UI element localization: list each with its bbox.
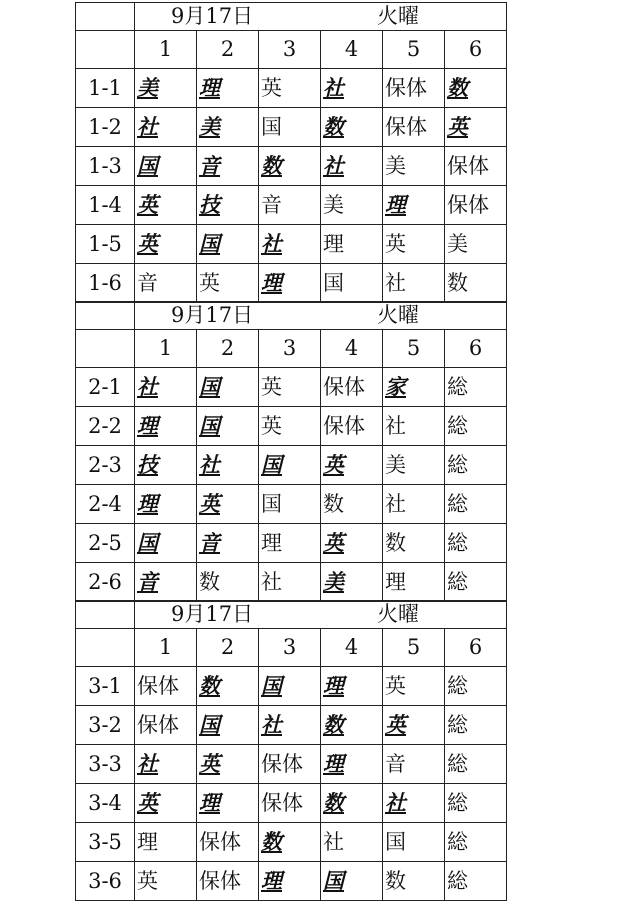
subject-cell <box>321 667 383 706</box>
subject: 国 <box>385 829 406 854</box>
class-label: 3-1 <box>76 667 135 706</box>
subject-cell <box>197 745 259 784</box>
subject-cell <box>259 186 321 225</box>
class-row <box>76 823 507 862</box>
corner-cell <box>76 302 135 330</box>
subject-changed: 理 <box>323 751 344 776</box>
subject: 総 <box>447 868 468 893</box>
subject-cell <box>197 147 259 186</box>
subject-cell <box>321 823 383 862</box>
period-number: 5 <box>383 330 445 368</box>
class-row <box>76 784 507 823</box>
period-header-row <box>76 31 507 69</box>
class-label: 1-1 <box>76 69 135 108</box>
class-label: 1-4 <box>76 186 135 225</box>
subject-cell <box>135 186 197 225</box>
period-number: 6 <box>445 629 507 667</box>
subject-cell <box>445 147 507 186</box>
subject-changed: 数 <box>261 153 282 178</box>
period-header-row <box>76 330 507 368</box>
date-text: 9月17日 <box>171 4 254 28</box>
subject-cell <box>259 667 321 706</box>
class-label: 1-3 <box>76 147 135 186</box>
subject-cell <box>383 225 445 264</box>
class-row <box>76 147 507 186</box>
date-cell <box>135 601 507 629</box>
corner-cell <box>76 601 135 629</box>
subject-cell <box>383 108 445 147</box>
subject-cell <box>135 862 197 901</box>
subject-cell <box>135 745 197 784</box>
subject: 保体 <box>385 114 427 139</box>
subject-cell <box>135 667 197 706</box>
subject: 英 <box>385 673 406 698</box>
subject-cell <box>445 862 507 901</box>
subject-cell <box>321 186 383 225</box>
subject-cell <box>259 485 321 524</box>
period-number: 3 <box>259 31 321 69</box>
subject: 国 <box>261 491 282 516</box>
subject-cell <box>259 108 321 147</box>
subject: 社 <box>323 829 344 854</box>
subject-cell <box>445 368 507 407</box>
subject-changed: 社 <box>323 153 344 178</box>
period-number: 1 <box>135 31 197 69</box>
subject-cell <box>197 823 259 862</box>
class-row <box>76 524 507 563</box>
corner-cell <box>76 629 135 667</box>
subject-cell <box>259 563 321 602</box>
subject-cell <box>135 69 197 108</box>
subject-changed: 英 <box>323 452 344 477</box>
subject-cell <box>135 485 197 524</box>
subject: 保体 <box>137 712 179 737</box>
subject-cell <box>259 264 321 303</box>
subject: 総 <box>447 712 468 737</box>
subject-cell <box>321 485 383 524</box>
subject: 保体 <box>447 153 489 178</box>
subject: 音 <box>385 751 406 776</box>
subject: 英 <box>385 231 406 256</box>
subject-cell <box>197 108 259 147</box>
subject: 総 <box>447 751 468 776</box>
class-row <box>76 485 507 524</box>
subject-changed: 英 <box>199 751 220 776</box>
subject-cell <box>259 823 321 862</box>
subject: 保体 <box>137 673 179 698</box>
timetable-grade-1 <box>75 2 507 303</box>
subject: 美 <box>447 231 468 256</box>
class-label: 2-3 <box>76 446 135 485</box>
date-cell <box>135 302 507 330</box>
subject-cell <box>445 485 507 524</box>
date-text: 9月17日 <box>171 303 254 327</box>
subject-changed: 理 <box>323 673 344 698</box>
subject: 美 <box>323 192 344 217</box>
class-label: 3-6 <box>76 862 135 901</box>
subject: 総 <box>447 829 468 854</box>
subject-cell <box>135 368 197 407</box>
class-row <box>76 745 507 784</box>
subject-cell <box>383 745 445 784</box>
class-row <box>76 563 507 602</box>
period-number: 4 <box>321 31 383 69</box>
corner-cell <box>76 330 135 368</box>
subject-cell <box>321 745 383 784</box>
class-row <box>76 862 507 901</box>
subject-cell <box>259 784 321 823</box>
subject-cell <box>383 264 445 303</box>
subject-cell <box>383 524 445 563</box>
subject-changed: 国 <box>199 374 220 399</box>
subject-cell <box>135 524 197 563</box>
weekday-text: 火曜 <box>377 303 419 327</box>
subject-changed: 国 <box>261 673 282 698</box>
subject-changed: 家 <box>385 374 406 399</box>
subject: 保体 <box>199 829 241 854</box>
subject: 総 <box>447 673 468 698</box>
timetable-grade-3 <box>75 600 507 901</box>
subject-cell <box>445 784 507 823</box>
subject-changed: 国 <box>137 530 158 555</box>
subject-changed: 理 <box>199 790 220 815</box>
period-number: 5 <box>383 629 445 667</box>
subject-cell <box>197 563 259 602</box>
subject-changed: 英 <box>137 192 158 217</box>
subject-cell <box>383 706 445 745</box>
subject-cell <box>135 147 197 186</box>
subject: 国 <box>323 270 344 295</box>
class-label: 2-6 <box>76 563 135 602</box>
class-row <box>76 368 507 407</box>
subject-changed: 社 <box>385 790 406 815</box>
subject-cell <box>445 524 507 563</box>
subject-cell <box>383 563 445 602</box>
class-row <box>76 264 507 303</box>
subject: 総 <box>447 413 468 438</box>
subject-cell <box>135 108 197 147</box>
subject-changed: 社 <box>323 75 344 100</box>
subject-cell <box>321 862 383 901</box>
class-row <box>76 706 507 745</box>
subject-changed: 英 <box>137 790 158 815</box>
subject-cell <box>197 186 259 225</box>
subject-cell <box>135 264 197 303</box>
class-label: 3-5 <box>76 823 135 862</box>
class-label: 3-2 <box>76 706 135 745</box>
subject-cell <box>383 823 445 862</box>
subject: 音 <box>261 192 282 217</box>
subject-changed: 技 <box>199 192 220 217</box>
period-number: 6 <box>445 330 507 368</box>
subject-cell <box>321 264 383 303</box>
weekday-text: 火曜 <box>377 602 419 626</box>
subject-changed: 社 <box>261 231 282 256</box>
subject-cell <box>259 225 321 264</box>
subject-cell <box>321 524 383 563</box>
subject-changed: 英 <box>323 530 344 555</box>
subject-changed: 国 <box>199 413 220 438</box>
subject-cell <box>197 862 259 901</box>
subject-cell <box>383 784 445 823</box>
period-number: 5 <box>383 31 445 69</box>
subject: 保体 <box>261 790 303 815</box>
period-number: 2 <box>197 330 259 368</box>
subject-cell <box>135 407 197 446</box>
subject-cell <box>135 225 197 264</box>
subject-cell <box>445 745 507 784</box>
subject: 総 <box>447 530 468 555</box>
subject-changed: 理 <box>261 868 282 893</box>
subject-changed: 美 <box>137 75 158 100</box>
subject-changed: 国 <box>323 868 344 893</box>
class-row <box>76 446 507 485</box>
date-header-row <box>76 601 507 629</box>
subject-cell <box>383 407 445 446</box>
subject: 保体 <box>323 374 365 399</box>
subject: 理 <box>385 569 406 594</box>
corner-cell <box>76 31 135 69</box>
subject-cell <box>197 368 259 407</box>
subject-cell <box>445 264 507 303</box>
subject: 保体 <box>199 868 241 893</box>
subject: 数 <box>385 530 406 555</box>
subject-cell <box>445 69 507 108</box>
subject: 英 <box>199 270 220 295</box>
subject-cell <box>259 745 321 784</box>
period-header-row <box>76 629 507 667</box>
date-header-row <box>76 302 507 330</box>
subject-cell <box>321 706 383 745</box>
subject-cell <box>321 407 383 446</box>
class-label: 2-2 <box>76 407 135 446</box>
subject-cell <box>259 446 321 485</box>
subject-cell <box>197 264 259 303</box>
subject-changed: 数 <box>323 790 344 815</box>
subject-cell <box>135 563 197 602</box>
class-label: 2-4 <box>76 485 135 524</box>
class-label: 1-2 <box>76 108 135 147</box>
subject-cell <box>321 225 383 264</box>
class-row <box>76 225 507 264</box>
subject-cell <box>321 784 383 823</box>
subject: 英 <box>261 374 282 399</box>
period-number: 3 <box>259 330 321 368</box>
subject-changed: 数 <box>447 75 468 100</box>
subject-changed: 理 <box>261 270 282 295</box>
date-text: 9月17日 <box>171 602 254 626</box>
subject-changed: 英 <box>137 231 158 256</box>
subject-cell <box>259 368 321 407</box>
subject-changed: 数 <box>199 673 220 698</box>
subject: 美 <box>385 153 406 178</box>
subject-cell <box>321 563 383 602</box>
subject-cell <box>321 69 383 108</box>
subject-changed: 社 <box>261 712 282 737</box>
subject: 総 <box>447 491 468 516</box>
period-number: 1 <box>135 629 197 667</box>
subject: 数 <box>447 270 468 295</box>
subject-changed: 音 <box>137 569 158 594</box>
class-row <box>76 186 507 225</box>
subject: 保体 <box>323 413 365 438</box>
subject-changed: 音 <box>199 530 220 555</box>
subject-cell <box>383 667 445 706</box>
subject: 数 <box>199 569 220 594</box>
period-number: 2 <box>197 629 259 667</box>
subject-cell <box>197 446 259 485</box>
class-row <box>76 69 507 108</box>
subject-changed: 理 <box>137 413 158 438</box>
subject-cell <box>445 108 507 147</box>
subject-cell <box>321 368 383 407</box>
subject-cell <box>259 706 321 745</box>
class-label: 2-5 <box>76 524 135 563</box>
class-label: 1-6 <box>76 264 135 303</box>
subject-changed: 理 <box>385 192 406 217</box>
subject-cell <box>197 407 259 446</box>
class-label: 1-5 <box>76 225 135 264</box>
subject-cell <box>135 784 197 823</box>
period-number: 4 <box>321 629 383 667</box>
subject-changed: 美 <box>199 114 220 139</box>
subject: 英 <box>137 868 158 893</box>
period-number: 1 <box>135 330 197 368</box>
subject: 音 <box>137 270 158 295</box>
subject-changed: 社 <box>137 114 158 139</box>
subject-cell <box>197 69 259 108</box>
class-row <box>76 667 507 706</box>
subject-cell <box>383 368 445 407</box>
subject-cell <box>135 446 197 485</box>
subject: 理 <box>137 829 158 854</box>
subject-cell <box>259 69 321 108</box>
subject-cell <box>321 147 383 186</box>
class-label: 2-1 <box>76 368 135 407</box>
subject-cell <box>445 563 507 602</box>
subject-changed: 音 <box>199 153 220 178</box>
subject-changed: 英 <box>385 712 406 737</box>
subject-changed: 社 <box>199 452 220 477</box>
subject-cell <box>135 706 197 745</box>
subject-changed: 数 <box>323 712 344 737</box>
subject-changed: 国 <box>137 153 158 178</box>
subject-changed: 国 <box>261 452 282 477</box>
class-label: 3-4 <box>76 784 135 823</box>
subject-cell <box>197 667 259 706</box>
subject-changed: 理 <box>137 491 158 516</box>
subject-cell <box>197 225 259 264</box>
period-number: 4 <box>321 330 383 368</box>
subject-cell <box>383 446 445 485</box>
subject-cell <box>445 823 507 862</box>
date-header-row <box>76 3 507 31</box>
subject-cell <box>445 446 507 485</box>
period-number: 3 <box>259 629 321 667</box>
subject-cell <box>259 524 321 563</box>
subject-changed: 数 <box>261 829 282 854</box>
subject-cell <box>321 446 383 485</box>
subject-cell <box>321 108 383 147</box>
subject-changed: 美 <box>323 569 344 594</box>
subject-cell <box>445 407 507 446</box>
subject: 数 <box>385 868 406 893</box>
subject-cell <box>383 485 445 524</box>
subject-changed: 理 <box>199 75 220 100</box>
subject: 保体 <box>447 192 489 217</box>
subject-cell <box>259 147 321 186</box>
subject-cell <box>259 407 321 446</box>
subject: 数 <box>323 491 344 516</box>
subject: 理 <box>261 530 282 555</box>
subject: 保体 <box>385 75 427 100</box>
subject-cell <box>197 524 259 563</box>
subject-changed: 国 <box>199 231 220 256</box>
subject: 理 <box>323 231 344 256</box>
subject-cell <box>445 225 507 264</box>
subject: 社 <box>385 270 406 295</box>
subject-changed: 数 <box>323 114 344 139</box>
subject-cell <box>445 667 507 706</box>
subject: 社 <box>385 491 406 516</box>
subject-changed: 技 <box>137 452 158 477</box>
subject: 美 <box>385 452 406 477</box>
period-number: 2 <box>197 31 259 69</box>
corner-cell <box>76 3 135 31</box>
subject-cell <box>445 706 507 745</box>
subject-cell <box>383 186 445 225</box>
subject-cell <box>197 784 259 823</box>
subject-cell <box>383 69 445 108</box>
subject: 社 <box>385 413 406 438</box>
class-label: 3-3 <box>76 745 135 784</box>
subject-cell <box>383 862 445 901</box>
subject-cell <box>135 823 197 862</box>
subject: 社 <box>261 569 282 594</box>
weekday-text: 火曜 <box>377 4 419 28</box>
subject: 英 <box>261 75 282 100</box>
subject: 総 <box>447 790 468 815</box>
subject: 総 <box>447 374 468 399</box>
subject: 総 <box>447 569 468 594</box>
subject-changed: 社 <box>137 374 158 399</box>
class-row <box>76 108 507 147</box>
subject-cell <box>445 186 507 225</box>
subject: 国 <box>261 114 282 139</box>
subject: 英 <box>261 413 282 438</box>
class-row <box>76 407 507 446</box>
timetable-grade-2 <box>75 301 507 602</box>
subject-cell <box>197 706 259 745</box>
subject: 総 <box>447 452 468 477</box>
subject-cell <box>197 485 259 524</box>
subject-cell <box>383 147 445 186</box>
subject-changed: 社 <box>137 751 158 776</box>
subject-cell <box>259 862 321 901</box>
subject-changed: 英 <box>447 114 468 139</box>
subject-changed: 国 <box>199 712 220 737</box>
period-number: 6 <box>445 31 507 69</box>
subject-changed: 英 <box>199 491 220 516</box>
subject: 保体 <box>261 751 303 776</box>
date-cell <box>135 3 507 31</box>
